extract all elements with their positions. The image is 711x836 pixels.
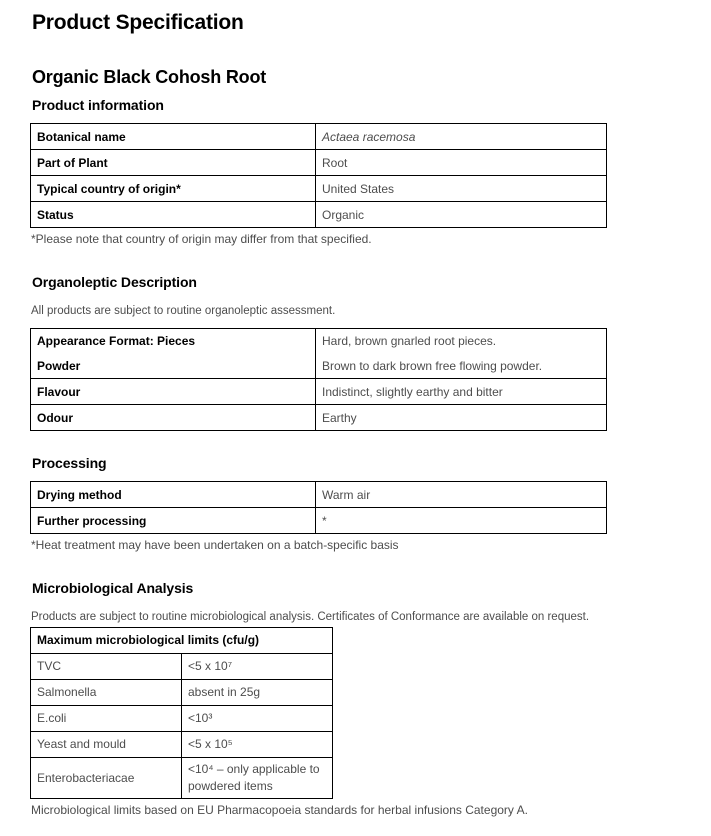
- row-label-country-of-origin: Typical country of origin*: [31, 176, 316, 202]
- row-value-ecoli: <10³: [182, 706, 333, 732]
- table-row: [31, 329, 607, 379]
- section-heading-microbiological: Microbiological Analysis: [32, 580, 194, 596]
- table-row: [31, 150, 607, 176]
- row-label-tvc: TVC: [31, 654, 182, 680]
- table-row: [31, 706, 333, 732]
- micro-table-header: Maximum microbiological limits (cfu/g): [31, 628, 333, 654]
- table-row: [31, 482, 607, 508]
- row-value-odour: Earthy: [316, 405, 607, 431]
- row-value-further-processing: *: [316, 508, 607, 534]
- table-row: [31, 758, 333, 799]
- table-row: [31, 508, 607, 534]
- page-title: Product Specification: [32, 11, 244, 34]
- table-row: [31, 124, 607, 150]
- row-value-yeast-mould: <5 x 10⁵: [182, 732, 333, 758]
- appearance-label-pieces: Appearance Format: Pieces: [37, 334, 196, 348]
- section-heading-organoleptic: Organoleptic Description: [32, 274, 197, 290]
- microbiological-intro: Products are subject to routine microbiological analysis. Certificates of Conformance are available on request.: [31, 611, 590, 623]
- row-label-drying-method: Drying method: [31, 482, 316, 508]
- row-label-flavour: Flavour: [31, 379, 316, 405]
- row-label-botanical-name: Botanical name: [31, 124, 316, 150]
- row-value-botanical-name: Actaea racemosa: [316, 124, 607, 150]
- row-label-enterobacteriacae: Enterobacteriacae: [31, 758, 182, 799]
- row-value-part-of-plant: Root: [316, 150, 607, 176]
- row-value-country-of-origin: United States: [316, 176, 607, 202]
- microbiological-standards-footnote: Microbiological limits based on EU Pharmacopoeia standards for herbal infusions Category A.: [31, 803, 528, 817]
- appearance-label-powder: Powder: [37, 359, 81, 373]
- table-row: [31, 405, 607, 431]
- country-of-origin-footnote: *Please note that country of origin may differ from that specified.: [31, 232, 372, 246]
- row-label-odour: Odour: [31, 405, 316, 431]
- processing-table: [30, 481, 607, 534]
- section-heading-product-information: Product information: [32, 97, 164, 113]
- appearance-value-powder: Brown to dark brown free flowing powder.: [322, 359, 543, 373]
- table-row: [31, 176, 607, 202]
- appearance-value-pieces: Hard, brown gnarled root pieces.: [322, 334, 497, 348]
- table-header-row: [31, 628, 333, 654]
- row-label-status: Status: [31, 202, 316, 228]
- table-row: [31, 680, 333, 706]
- table-row: [31, 732, 333, 758]
- table-row: [31, 654, 333, 680]
- product-heading: Organic Black Cohosh Root: [32, 67, 267, 87]
- table-row: [31, 202, 607, 228]
- row-value-salmonella: absent in 25g: [182, 680, 333, 706]
- row-label-further-processing: Further processing: [31, 508, 316, 534]
- microbiological-limits-table: [30, 627, 333, 799]
- row-label-yeast-mould: Yeast and mould: [31, 732, 182, 758]
- row-value-enterobacteriacae: <10⁴ – only applicable to powdered items: [182, 758, 333, 799]
- row-value-status: Organic: [316, 202, 607, 228]
- row-value-tvc: <5 x 10⁷: [182, 654, 333, 680]
- organoleptic-intro: All products are subject to routine organoleptic assessment.: [31, 305, 336, 317]
- row-value-appearance: [316, 329, 607, 379]
- heat-treatment-footnote: *Heat treatment may have been undertaken on a batch-specific basis: [31, 538, 399, 552]
- row-label-part-of-plant: Part of Plant: [31, 150, 316, 176]
- row-label-ecoli: E.coli: [31, 706, 182, 732]
- row-label-appearance: [31, 329, 316, 379]
- row-value-drying-method: Warm air: [316, 482, 607, 508]
- organoleptic-table: [30, 328, 607, 431]
- product-information-table: [30, 123, 607, 228]
- table-row: [31, 379, 607, 405]
- row-value-flavour: Indistinct, slightly earthy and bitter: [316, 379, 607, 405]
- row-label-salmonella: Salmonella: [31, 680, 182, 706]
- section-heading-processing: Processing: [32, 455, 107, 471]
